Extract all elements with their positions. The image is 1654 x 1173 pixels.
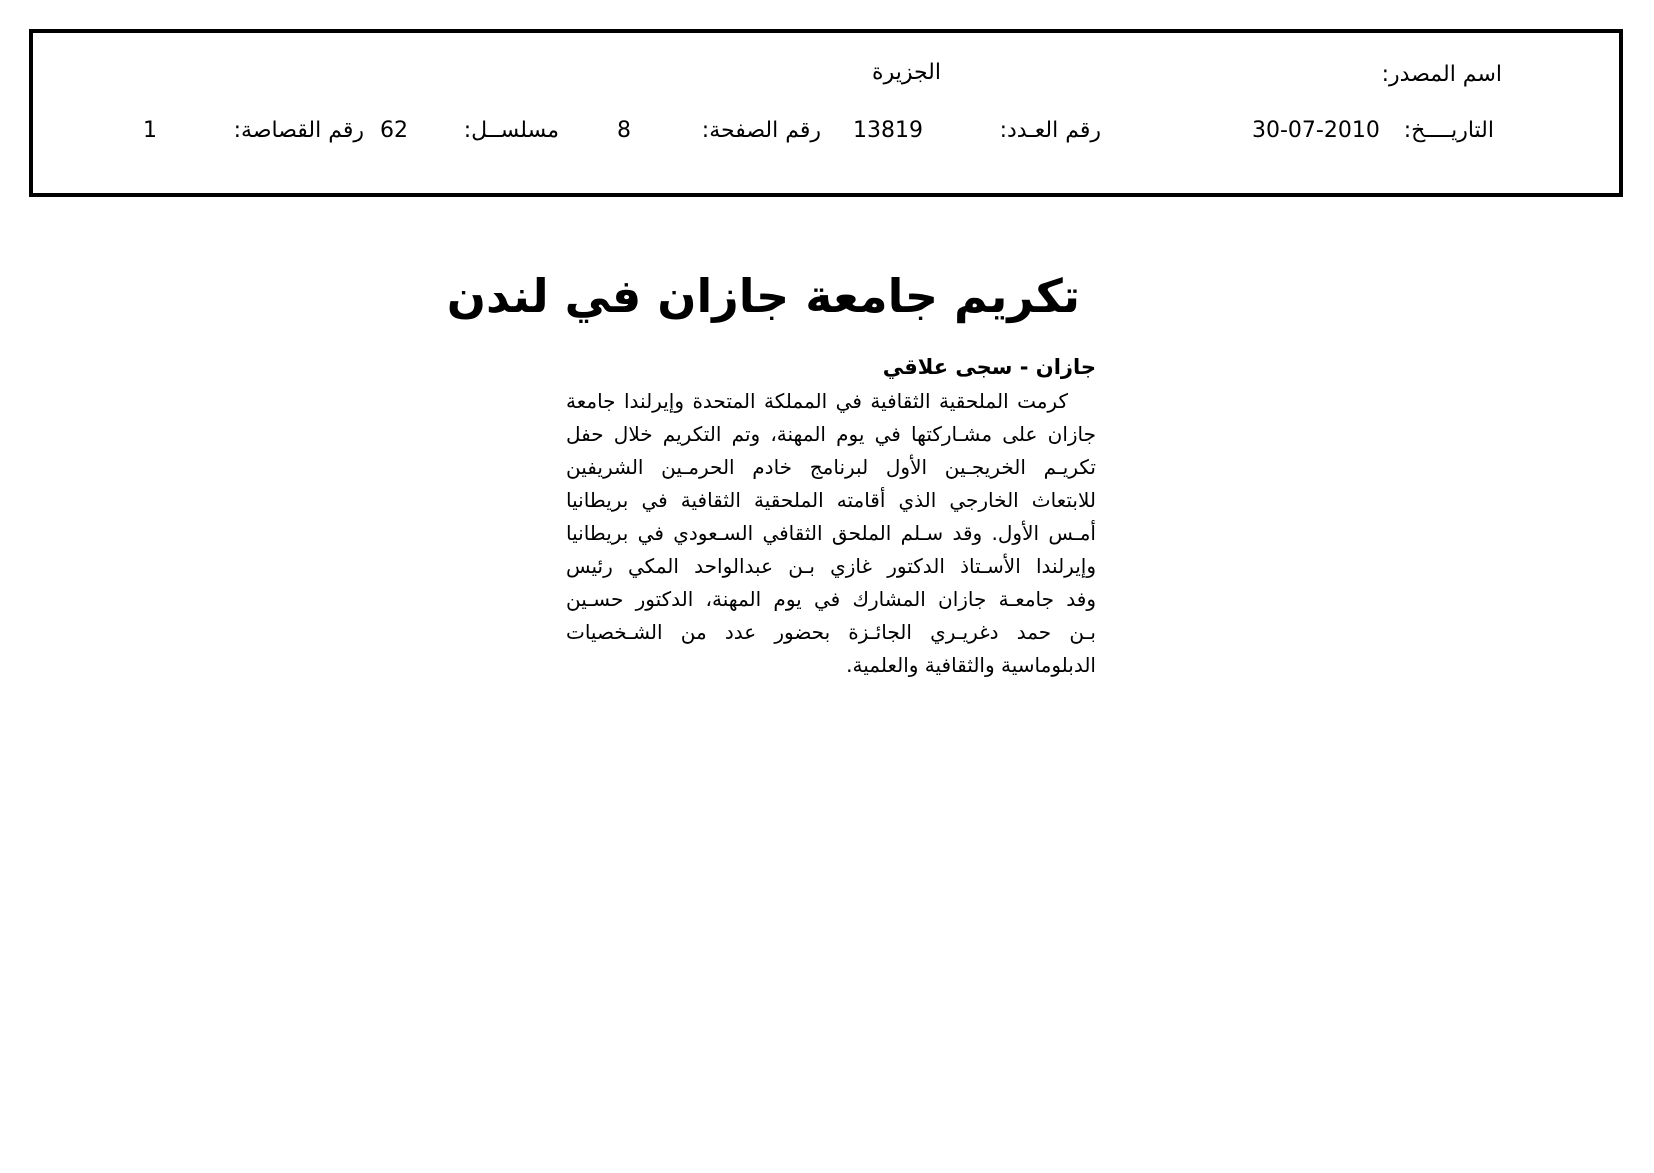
serial-value: 62	[380, 118, 408, 143]
page-label: رقم الصفحة:	[701, 118, 821, 143]
source-info-box	[29, 29, 1623, 197]
article-line: تكريـم الخريجـين الأول لبرنامج خادم الحرمـين الشريفين	[566, 455, 1096, 479]
date-value: 30-07-2010	[1252, 118, 1380, 143]
article-line: الدبلوماسية والثقافية والعلمية.	[846, 653, 1096, 677]
article-line: وفد جامعـة جازان المشارك في يوم المهنة، الدكتور حسـين	[566, 587, 1096, 611]
source-value: الجزيرة	[872, 60, 941, 85]
clip-value: 1	[143, 118, 157, 143]
article-body	[566, 385, 1096, 682]
clip-label: رقم القصاصة:	[233, 118, 364, 143]
article-line: وإيرلندا الأسـتاذ الدكتور غازي بـن عبدالواحد المكي رئيس	[566, 554, 1096, 578]
issue-value: 13819	[853, 118, 923, 143]
article-byline: جازان - سجى علاقي	[882, 355, 1096, 379]
page-value: 8	[617, 118, 631, 143]
source-label: اسم المصدر:	[1381, 62, 1502, 87]
article-line: أمـس الأول. وقد سـلم الملحق الثقافي السـعودي في بريطانيا	[566, 521, 1096, 545]
issue-label: رقم العـدد:	[999, 118, 1101, 143]
article-line: للابتعاث الخارجي الذي أقامته الملحقية الثقافية في بريطانيا	[566, 488, 1096, 512]
date-label: التاريــــخ:	[1403, 118, 1494, 143]
serial-label: مسلســل:	[463, 118, 559, 143]
article-headline: تكريم جامعة جازان في لندن	[446, 269, 1080, 323]
article-line: جازان على مشـاركتها في يوم المهنة، وتم التكريم خلال حفل	[566, 422, 1096, 446]
article-line: كرمت الملحقية الثقافية في المملكة المتحدة وإيرلندا جامعة	[566, 389, 1068, 413]
article-line: بـن حمد دغريـري الجائـزة بحضور عدد من الشـخصيات	[566, 620, 1096, 644]
